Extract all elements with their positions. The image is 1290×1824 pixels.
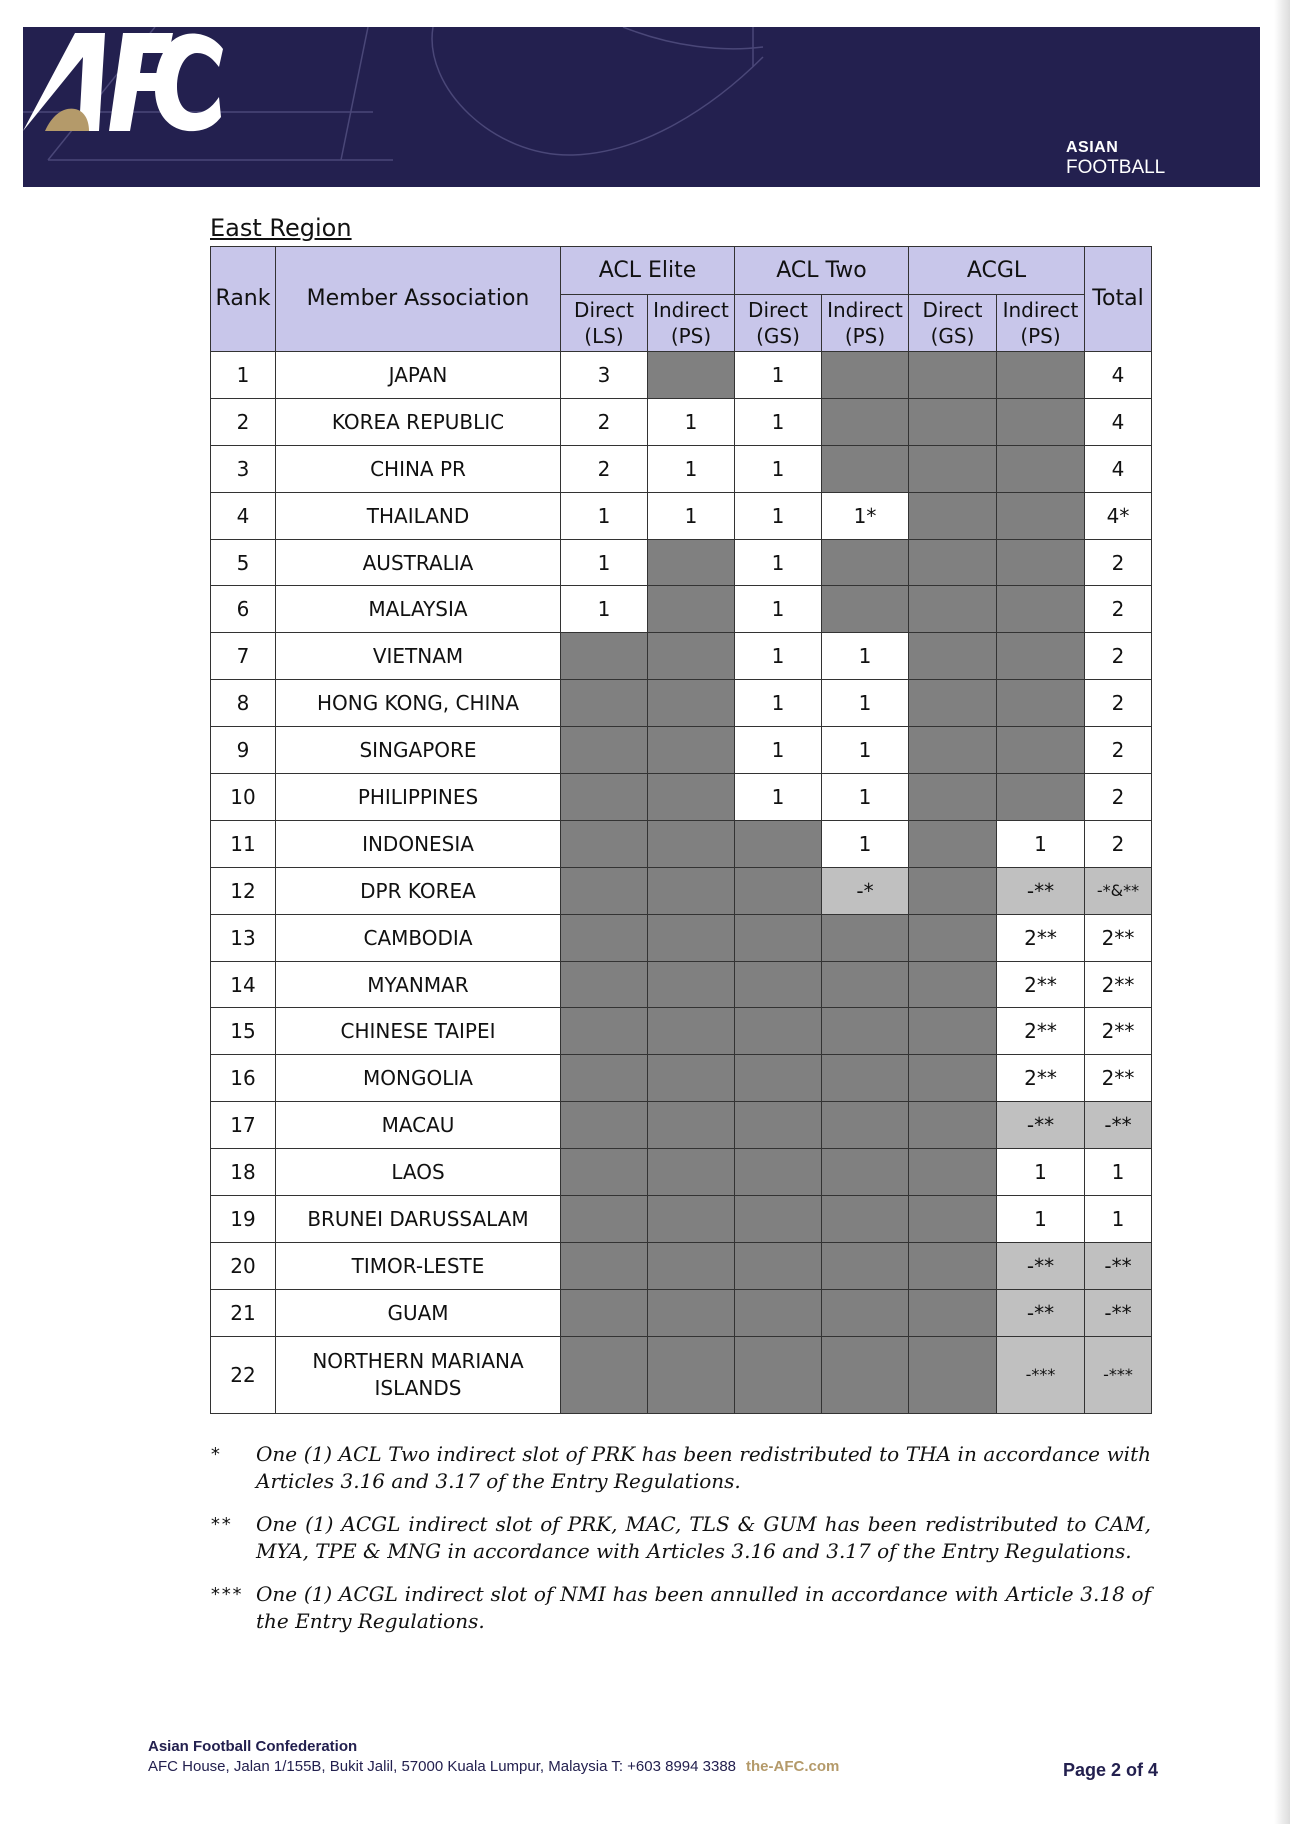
acl-two-indirect-cell xyxy=(822,539,909,586)
acl-elite-indirect-cell: 1 xyxy=(648,398,735,445)
acl-two-direct-cell xyxy=(735,1055,822,1102)
member-association-cell: PHILIPPINES xyxy=(276,774,561,821)
slot-allocation-table xyxy=(210,246,1152,1414)
acl-elite-direct-cell: 1 xyxy=(561,539,648,586)
acgl-direct-cell xyxy=(909,820,997,867)
acl-elite-direct-cell xyxy=(561,867,648,914)
acl-elite-indirect-cell xyxy=(648,914,735,961)
acl-elite-indirect-cell: 1 xyxy=(648,445,735,492)
member-association-cell: VIETNAM xyxy=(276,633,561,680)
total-cell: 1 xyxy=(1085,1196,1152,1243)
acl-elite-indirect-cell xyxy=(648,680,735,727)
col-header-acgl: ACGL xyxy=(909,247,1085,295)
table-row xyxy=(211,961,1152,1008)
region-title: East Region xyxy=(210,214,352,242)
acl-two-indirect-cell xyxy=(822,1102,909,1149)
table-row xyxy=(211,1008,1152,1055)
rank-cell: 6 xyxy=(211,586,276,633)
table-body xyxy=(211,352,1152,1414)
col-header-acl-elite: ACL Elite xyxy=(561,247,735,295)
member-association-cell: BRUNEI DARUSSALAM xyxy=(276,1196,561,1243)
total-cell: 2 xyxy=(1085,727,1152,774)
col-subheader-type: Indirect xyxy=(1002,298,1079,322)
acgl-direct-cell xyxy=(909,1196,997,1243)
acgl-direct-cell xyxy=(909,445,997,492)
col-subheader-stage: (PS) xyxy=(844,324,886,348)
rank-cell: 15 xyxy=(211,1008,276,1055)
acl-two-indirect-cell xyxy=(822,1336,909,1413)
acgl-indirect-cell: -** xyxy=(997,1289,1085,1336)
acl-two-indirect-cell xyxy=(822,1008,909,1055)
acl-two-indirect-cell xyxy=(822,586,909,633)
table-row xyxy=(211,914,1152,961)
col-subheader-stage: (GS) xyxy=(756,324,800,348)
acgl-indirect-cell: -** xyxy=(997,1102,1085,1149)
acgl-indirect-cell xyxy=(997,774,1085,821)
acl-two-direct-cell xyxy=(735,1289,822,1336)
rank-cell: 21 xyxy=(211,1289,276,1336)
acl-elite-direct-cell xyxy=(561,1242,648,1289)
acl-elite-indirect-cell xyxy=(648,1149,735,1196)
member-association-cell: MYANMAR xyxy=(276,961,561,1008)
member-association-cell: TIMOR-LESTE xyxy=(276,1242,561,1289)
rank-cell: 11 xyxy=(211,820,276,867)
acl-elite-direct-cell xyxy=(561,914,648,961)
total-cell: -*&** xyxy=(1085,867,1152,914)
acl-two-indirect-cell: 1 xyxy=(822,727,909,774)
acl-elite-indirect-cell xyxy=(648,1242,735,1289)
acl-elite-indirect-cell xyxy=(648,1289,735,1336)
acl-elite-indirect-cell xyxy=(648,1008,735,1055)
acl-two-indirect-cell: 1 xyxy=(822,774,909,821)
total-cell: 4 xyxy=(1085,445,1152,492)
member-association-cell: JAPAN xyxy=(276,352,561,399)
member-association-cell: KOREA REPUBLIC xyxy=(276,398,561,445)
rank-cell: 8 xyxy=(211,680,276,727)
acl-two-direct-cell: 1 xyxy=(735,727,822,774)
total-cell: 4 xyxy=(1085,352,1152,399)
member-association-cell: INDONESIA xyxy=(276,820,561,867)
member-association-cell: SINGAPORE xyxy=(276,727,561,774)
acgl-indirect-cell: 2** xyxy=(997,1055,1085,1102)
col-subheader xyxy=(997,295,1085,352)
rank-cell: 20 xyxy=(211,1242,276,1289)
acl-elite-direct-cell: 1 xyxy=(561,586,648,633)
member-association-cell: DPR KOREA xyxy=(276,867,561,914)
acl-two-indirect-cell xyxy=(822,352,909,399)
footnote-text: One (1) ACL Two indirect slot of PRK has been redistributed to THA in accordance with Articles 3.16 and 3.17 of the Entry Regulations. xyxy=(256,1442,1151,1493)
acgl-direct-cell xyxy=(909,727,997,774)
acl-two-direct-cell: 1 xyxy=(735,352,822,399)
acl-two-indirect-cell xyxy=(822,1289,909,1336)
acl-elite-indirect-cell xyxy=(648,774,735,821)
table-row xyxy=(211,352,1152,399)
afc-logo xyxy=(23,27,223,137)
table-row xyxy=(211,1242,1152,1289)
acl-elite-direct-cell: 3 xyxy=(561,352,648,399)
footer-address: AFC House, Jalan 1/155B, Bukit Jalil, 57000 Kuala Lumpur, Malaysia T: +603 8994 3388 xyxy=(148,1758,737,1775)
acl-two-direct-cell xyxy=(735,1242,822,1289)
acl-elite-direct-cell xyxy=(561,1055,648,1102)
col-header-rank: Rank xyxy=(211,247,276,352)
rank-cell: 16 xyxy=(211,1055,276,1102)
acl-elite-direct-cell xyxy=(561,1008,648,1055)
acgl-indirect-cell: 2** xyxy=(997,914,1085,961)
acgl-indirect-cell: 1 xyxy=(997,1149,1085,1196)
acl-elite-indirect-cell xyxy=(648,1336,735,1413)
member-association-cell: CAMBODIA xyxy=(276,914,561,961)
acl-elite-direct-cell xyxy=(561,1289,648,1336)
total-cell: -*** xyxy=(1085,1336,1152,1413)
total-cell: -** xyxy=(1085,1242,1152,1289)
acl-two-direct-cell xyxy=(735,1149,822,1196)
acl-two-indirect-cell: 1 xyxy=(822,680,909,727)
acgl-direct-cell xyxy=(909,539,997,586)
acl-elite-direct-cell xyxy=(561,633,648,680)
acgl-direct-cell xyxy=(909,1008,997,1055)
member-association-cell: MACAU xyxy=(276,1102,561,1149)
total-cell: 4* xyxy=(1085,492,1152,539)
acgl-indirect-cell: 1 xyxy=(997,820,1085,867)
acgl-direct-cell xyxy=(909,586,997,633)
table-row xyxy=(211,586,1152,633)
acl-elite-indirect-cell xyxy=(648,1055,735,1102)
total-cell: -** xyxy=(1085,1102,1152,1149)
acgl-direct-cell xyxy=(909,1336,997,1413)
col-subheader xyxy=(735,295,822,352)
acgl-direct-cell xyxy=(909,867,997,914)
total-cell: 2** xyxy=(1085,961,1152,1008)
table-row xyxy=(211,539,1152,586)
rank-cell: 9 xyxy=(211,727,276,774)
footnotes xyxy=(210,1441,1151,1651)
member-association-cell: MALAYSIA xyxy=(276,586,561,633)
acl-elite-direct-cell xyxy=(561,774,648,821)
acl-two-direct-cell: 1 xyxy=(735,492,822,539)
table-row xyxy=(211,820,1152,867)
col-subheader-type: Indirect xyxy=(827,298,903,322)
acgl-indirect-cell xyxy=(997,586,1085,633)
footnote-text: One (1) ACGL indirect slot of PRK, MAC, TLS & GUM has been redistributed to CAM, MYA, TPE & MNG in accordance with Articles 3.16 and 3.17 of the Entry Regulations. xyxy=(256,1512,1151,1563)
total-cell: 2 xyxy=(1085,680,1152,727)
acgl-indirect-cell: 2** xyxy=(997,961,1085,1008)
col-subheader-type: Indirect xyxy=(653,298,729,322)
member-association-cell: HONG KONG, CHINA xyxy=(276,680,561,727)
acgl-indirect-cell xyxy=(997,445,1085,492)
table-row xyxy=(211,398,1152,445)
member-association-cell: AUSTRALIA xyxy=(276,539,561,586)
total-cell: 2 xyxy=(1085,633,1152,680)
rank-cell: 3 xyxy=(211,445,276,492)
acl-two-indirect-cell xyxy=(822,1149,909,1196)
col-subheader-stage: (PS) xyxy=(1020,324,1061,348)
acl-two-direct-cell xyxy=(735,1196,822,1243)
acl-elite-direct-cell: 2 xyxy=(561,398,648,445)
rank-cell: 12 xyxy=(211,867,276,914)
acgl-indirect-cell: -** xyxy=(997,867,1085,914)
col-subheader xyxy=(648,295,735,352)
footnote xyxy=(210,1441,1151,1495)
acl-elite-direct-cell xyxy=(561,727,648,774)
rank-cell: 5 xyxy=(211,539,276,586)
table-row xyxy=(211,774,1152,821)
afc-tagline xyxy=(1066,138,1165,178)
col-subheader-stage: (LS) xyxy=(584,324,624,348)
acgl-indirect-cell: -*** xyxy=(997,1336,1085,1413)
table-row xyxy=(211,727,1152,774)
acgl-direct-cell xyxy=(909,633,997,680)
tagline-line-2: FOOTBALL xyxy=(1066,157,1166,178)
acl-two-direct-cell xyxy=(735,1102,822,1149)
acl-two-indirect-cell xyxy=(822,445,909,492)
rank-cell: 13 xyxy=(211,914,276,961)
table-row xyxy=(211,1196,1152,1243)
total-cell: 2** xyxy=(1085,1055,1152,1102)
acl-two-direct-cell xyxy=(735,1008,822,1055)
member-association-cell: MONGOLIA xyxy=(276,1055,561,1102)
header-banner xyxy=(23,27,1260,187)
acgl-direct-cell xyxy=(909,1149,997,1196)
col-subheader-type: Direct xyxy=(574,298,634,322)
rank-cell: 19 xyxy=(211,1196,276,1243)
acl-two-indirect-cell: 1* xyxy=(822,492,909,539)
acl-two-direct-cell: 1 xyxy=(735,445,822,492)
acl-elite-indirect-cell xyxy=(648,539,735,586)
acl-elite-indirect-cell xyxy=(648,1196,735,1243)
rank-cell: 22 xyxy=(211,1336,276,1413)
acl-two-indirect-cell xyxy=(822,1242,909,1289)
rank-cell: 7 xyxy=(211,633,276,680)
acgl-indirect-cell: -** xyxy=(997,1242,1085,1289)
acgl-indirect-cell xyxy=(997,633,1085,680)
rank-cell: 17 xyxy=(211,1102,276,1149)
rank-cell: 4 xyxy=(211,492,276,539)
acl-elite-direct-cell xyxy=(561,820,648,867)
footnote-marker: ** xyxy=(210,1514,232,1535)
col-subheader-stage: (GS) xyxy=(930,324,975,348)
acl-two-indirect-cell xyxy=(822,914,909,961)
table-row xyxy=(211,680,1152,727)
member-association-cell: CHINESE TAIPEI xyxy=(276,1008,561,1055)
member-association-cell: GUAM xyxy=(276,1289,561,1336)
total-cell: 2 xyxy=(1085,586,1152,633)
total-cell: 2 xyxy=(1085,820,1152,867)
acgl-indirect-cell xyxy=(997,492,1085,539)
acgl-direct-cell xyxy=(909,398,997,445)
page-number: Page 2 of 4 xyxy=(1062,1760,1158,1780)
acl-two-indirect-cell xyxy=(822,1196,909,1243)
col-subheader xyxy=(822,295,909,352)
acl-elite-indirect-cell xyxy=(648,586,735,633)
footnote-marker: * xyxy=(210,1444,221,1465)
acgl-direct-cell xyxy=(909,492,997,539)
col-header-acl-two: ACL Two xyxy=(735,247,909,295)
acgl-direct-cell xyxy=(909,961,997,1008)
acl-two-direct-cell: 1 xyxy=(735,539,822,586)
table-row xyxy=(211,445,1152,492)
total-cell: 1 xyxy=(1085,1149,1152,1196)
page-edge-shadow xyxy=(1274,0,1290,1824)
acl-elite-direct-cell xyxy=(561,1149,648,1196)
total-cell: 2** xyxy=(1085,914,1152,961)
acl-two-indirect-cell xyxy=(822,1055,909,1102)
page-footer xyxy=(148,1738,1158,1780)
col-header-total: Total xyxy=(1085,247,1152,352)
footer-organization: Asian Football Confederation xyxy=(148,1738,358,1755)
acgl-direct-cell xyxy=(909,352,997,399)
acl-elite-direct-cell xyxy=(561,1336,648,1413)
acl-elite-direct-cell xyxy=(561,680,648,727)
footer-website-link[interactable]: the-AFC.com xyxy=(746,1758,840,1775)
acl-elite-direct-cell xyxy=(561,1102,648,1149)
total-cell: 2 xyxy=(1085,539,1152,586)
acgl-indirect-cell: 2** xyxy=(997,1008,1085,1055)
tagline-line-1: ASIAN xyxy=(1066,139,1119,156)
acl-elite-direct-cell: 1 xyxy=(561,492,648,539)
acl-two-direct-cell: 1 xyxy=(735,774,822,821)
col-subheader-stage: (PS) xyxy=(670,324,712,348)
col-subheader xyxy=(561,295,648,352)
acl-two-indirect-cell: 1 xyxy=(822,820,909,867)
acl-elite-indirect-cell xyxy=(648,867,735,914)
acgl-indirect-cell xyxy=(997,680,1085,727)
acl-elite-indirect-cell xyxy=(648,727,735,774)
member-association-cell: LAOS xyxy=(276,1149,561,1196)
acl-two-direct-cell xyxy=(735,867,822,914)
acgl-indirect-cell xyxy=(997,398,1085,445)
acgl-indirect-cell xyxy=(997,727,1085,774)
acgl-direct-cell xyxy=(909,1289,997,1336)
acl-two-indirect-cell: -* xyxy=(822,867,909,914)
table-row xyxy=(211,492,1152,539)
footer-address-line xyxy=(148,1758,1158,1775)
acl-two-indirect-cell xyxy=(822,961,909,1008)
acgl-indirect-cell: 1 xyxy=(997,1196,1085,1243)
acgl-direct-cell xyxy=(909,774,997,821)
table-row xyxy=(211,1055,1152,1102)
total-cell: 2 xyxy=(1085,774,1152,821)
total-cell: 4 xyxy=(1085,398,1152,445)
acl-two-direct-cell xyxy=(735,961,822,1008)
total-cell: 2** xyxy=(1085,1008,1152,1055)
acl-elite-direct-cell xyxy=(561,961,648,1008)
rank-cell: 14 xyxy=(211,961,276,1008)
table-row xyxy=(211,1336,1152,1413)
acgl-direct-cell xyxy=(909,1242,997,1289)
rank-cell: 10 xyxy=(211,774,276,821)
acl-elite-direct-cell xyxy=(561,1196,648,1243)
table-row xyxy=(211,1149,1152,1196)
table-row xyxy=(211,1289,1152,1336)
member-association-cell: NORTHERN MARIANA ISLANDS xyxy=(276,1336,561,1413)
acl-two-direct-cell: 1 xyxy=(735,586,822,633)
col-subheader-type: Direct xyxy=(922,298,983,322)
footnote-marker: *** xyxy=(210,1584,243,1605)
acl-two-direct-cell xyxy=(735,914,822,961)
total-cell: -** xyxy=(1085,1289,1152,1336)
acgl-direct-cell xyxy=(909,1055,997,1102)
acl-elite-indirect-cell xyxy=(648,820,735,867)
table-row xyxy=(211,867,1152,914)
acl-two-direct-cell: 1 xyxy=(735,633,822,680)
rank-cell: 1 xyxy=(211,352,276,399)
table-row xyxy=(211,633,1152,680)
acl-elite-indirect-cell xyxy=(648,352,735,399)
rank-cell: 18 xyxy=(211,1149,276,1196)
acl-two-indirect-cell xyxy=(822,398,909,445)
acgl-direct-cell xyxy=(909,680,997,727)
acl-two-direct-cell xyxy=(735,820,822,867)
acl-two-direct-cell xyxy=(735,1336,822,1413)
rank-cell: 2 xyxy=(211,398,276,445)
acgl-indirect-cell xyxy=(997,352,1085,399)
acl-elite-direct-cell: 2 xyxy=(561,445,648,492)
acl-elite-indirect-cell: 1 xyxy=(648,492,735,539)
acl-two-indirect-cell: 1 xyxy=(822,633,909,680)
acl-elite-indirect-cell xyxy=(648,1102,735,1149)
acgl-direct-cell xyxy=(909,914,997,961)
acl-elite-indirect-cell xyxy=(648,633,735,680)
footnote xyxy=(210,1511,1151,1565)
acl-two-direct-cell: 1 xyxy=(735,680,822,727)
col-subheader-type: Direct xyxy=(748,298,808,322)
footnote xyxy=(210,1581,1151,1635)
acgl-direct-cell xyxy=(909,1102,997,1149)
table-row xyxy=(211,1102,1152,1149)
acl-two-direct-cell: 1 xyxy=(735,398,822,445)
member-association-cell: CHINA PR xyxy=(276,445,561,492)
col-header-member-association: Member Association xyxy=(276,247,561,352)
member-association-cell: THAILAND xyxy=(276,492,561,539)
acl-elite-indirect-cell xyxy=(648,961,735,1008)
col-subheader xyxy=(909,295,997,352)
footnote-text: One (1) ACGL indirect slot of NMI has been annulled in accordance with Article 3.18 of the Entry Regulations. xyxy=(256,1582,1151,1633)
acgl-indirect-cell xyxy=(997,539,1085,586)
